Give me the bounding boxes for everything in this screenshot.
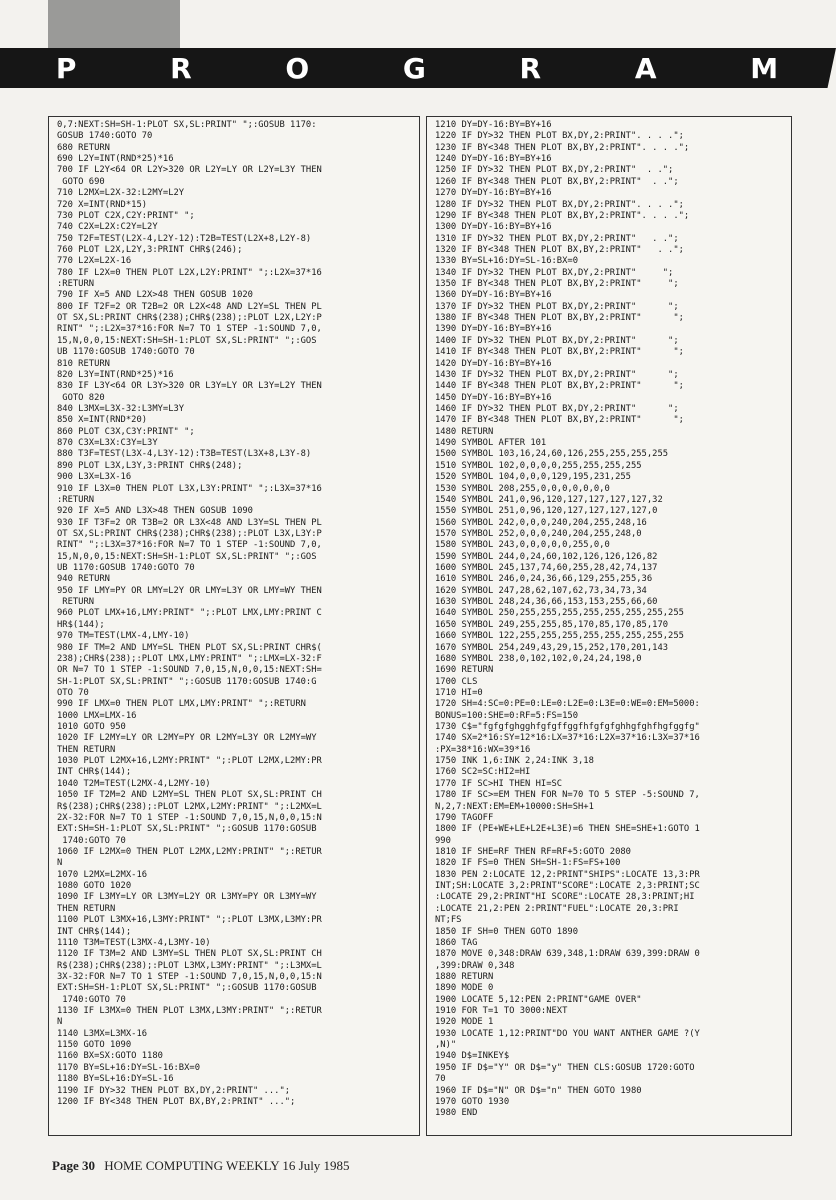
code-line: 1120 IF T3M=2 AND L3MY=SL THEN PLOT SX,SL:PRINT CH xyxy=(57,949,322,960)
code-line: 720 X=INT(RND*15) xyxy=(57,199,148,210)
code-line: RETURN xyxy=(57,597,95,608)
code-line: 15,N,0,0,15:NEXT:SH=SH-1:PLOT SX,SL:PRINT" ";:GOS xyxy=(57,551,317,562)
code-line: 770 L2X=L2X-16 xyxy=(57,256,132,267)
banner-letter: M xyxy=(750,51,781,85)
code-line: EXT:SH=SH-1:PLOT SX,SL:PRINT" ";:GOSUB 1170:GOSUB xyxy=(57,983,317,994)
code-line: 1960 IF D$="N" OR D$="n" THEN GOTO 1980 xyxy=(435,1085,642,1096)
code-line: 1600 SYMBOL 245,137,74,60,255,28,42,74,137 xyxy=(435,563,658,574)
code-line: 1880 RETURN xyxy=(435,971,494,982)
code-line: 3X-32:FOR N=7 TO 1 STEP -1:SOUND 7,0,15,N,0,0,15:N xyxy=(57,971,322,982)
code-line: NT;FS xyxy=(435,915,462,926)
code-line: 710 L2MX=L2X-32:L2MY=L2Y xyxy=(57,188,185,199)
banner-letter: P xyxy=(55,51,79,85)
code-line: 1150 GOTO 1090 xyxy=(57,1040,132,1051)
code-line: 1810 IF SHE=RF THEN RF=RF+5:GOTO 2080 xyxy=(435,847,631,857)
code-line: :LOCATE 29,2:PRINT"HI SCORE":LOCATE 28,3:PRINT;HI xyxy=(435,892,695,903)
code-line: 1900 LOCATE 5,12:PEN 2:PRINT"GAME OVER" xyxy=(435,994,642,1005)
code-line: 880 T3F=TEST(L3X-4,L3Y-12):T3B=TEST(L3X+8,L3Y-8) xyxy=(57,449,312,460)
code-line: 1630 SYMBOL 248,24,36,66,153,153,255,66,60 xyxy=(435,597,658,608)
code-line: 1060 IF L2MX=0 THEN PLOT L2MX,L2MY:PRINT" ";:RETUR xyxy=(57,847,322,857)
code-line: 1770 IF SC>HI THEN HI=SC xyxy=(435,778,563,789)
code-line: 1210 DY=DY-16:BY=BY+16 xyxy=(435,120,552,130)
code-line: 1670 SYMBOL 254,249,43,29,15,252,170,201,143 xyxy=(435,642,669,653)
code-line: 730 PLOT C2X,C2Y:PRINT" "; xyxy=(57,210,195,221)
code-line: 1070 L2MX=L2MX-16 xyxy=(57,869,148,880)
code-line: 1930 LOCATE 1,12:PRINT"DO YOU WANT ANTHER GAME ?(Y xyxy=(435,1028,700,1039)
code-line: :LOCATE 21,2:PEN 2:PRINT"FUEL":LOCATE 20,3:PRI xyxy=(435,903,679,914)
code-line: 1690 RETURN xyxy=(435,665,494,676)
code-line: 1000 LMX=LMX-16 xyxy=(57,710,137,721)
code-line: UB 1170:GOSUB 1740:GOTO 70 xyxy=(57,347,195,358)
code-line: GOTO 820 xyxy=(57,392,105,403)
code-line: 830 IF L3Y<64 OR L3Y>320 OR L3Y=LY OR L3Y=L2Y THEN xyxy=(57,381,322,392)
code-line: 1240 DY=DY-16:BY=BY+16 xyxy=(435,154,552,165)
code-line: 990 IF LMX=0 THEN PLOT LMX,LMY:PRINT" ";:RETURN xyxy=(57,699,306,710)
code-line: 1530 SYMBOL 208,255,0,0,0,0,0,0,0 xyxy=(435,483,610,494)
code-line: ,399:DRAW 0,348 xyxy=(435,960,515,971)
banner-letter: O xyxy=(285,51,312,85)
code-line: 238);CHR$(238);:PLOT LMX,LMY:PRINT" ";:LMX=LX-32:F xyxy=(57,653,322,664)
code-line: 1420 DY=DY-16:BY=BY+16 xyxy=(435,358,552,369)
code-line: 1980 END xyxy=(435,1108,478,1119)
code-line: OT SX,SL:PRINT CHR$(238);CHR$(238);:PLOT L2X,L2Y:P xyxy=(57,313,322,324)
code-line: 980 IF TM=2 AND LMY=SL THEN PLOT SX,SL:PRINT CHR$( xyxy=(57,642,322,653)
code-line: 2X-32:FOR N=7 TO 1 STEP -1:SOUND 7,0,15,N,0,0,15:N xyxy=(57,812,322,823)
code-line: 1450 DY=DY-16:BY=BY+16 xyxy=(435,392,552,403)
code-line: 1130 IF L3MX=0 THEN PLOT L3MX,L3MY:PRINT" ";:RETUR xyxy=(57,1006,322,1017)
header-grey-block xyxy=(48,0,180,48)
code-line: 1140 L3MX=L3MX-16 xyxy=(57,1028,148,1039)
code-line: 1580 SYMBOL 243,0,0,0,0,0,255,0,0 xyxy=(435,540,610,551)
code-line: R$(238);CHR$(238);:PLOT L2MX,L2MY:PRINT" ";:L2MX=L xyxy=(57,801,322,812)
code-line: UB 1170:GOSUB 1740:GOTO 70 xyxy=(57,563,195,574)
code-line: 1340 IF DY>32 THEN PLOT BX,DY,2:PRINT" "; xyxy=(435,267,674,278)
code-line: RINT" ";:L3X=37*16:FOR N=7 TO 1 STEP -1:SOUND 7,0, xyxy=(57,540,322,551)
code-line: 1390 DY=DY-16:BY=BY+16 xyxy=(435,324,552,335)
code-line: 1280 IF DY>32 THEN PLOT BX,DY,2:PRINT". . . ."; xyxy=(435,199,684,210)
code-line: 1680 SYMBOL 238,0,102,102,0,24,24,198,0 xyxy=(435,653,642,664)
code-line: :PX=38*16:WX=39*16 xyxy=(435,744,531,755)
program-banner-title xyxy=(0,48,836,88)
code-line: 1550 SYMBOL 251,0,96,120,127,127,127,127,0 xyxy=(435,506,658,517)
code-line: 1910 FOR T=1 TO 3000:NEXT xyxy=(435,1006,568,1017)
code-line: 1800 IF (PE+WE+LE+L2E+L3E)=6 THEN SHE=SHE+1:GOTO 1 xyxy=(435,824,700,835)
code-line: 1330 BY=SL+16:DY=SL-16:BX=0 xyxy=(435,256,578,267)
code-line: 1040 T2M=TEST(L2MX-4,L2MY-10) xyxy=(57,778,211,789)
basic-listing-right xyxy=(435,120,785,1120)
code-line: OR N=7 TO 1 STEP -1:SOUND 7,0,15,N,0,0,15:NEXT:SH= xyxy=(57,665,322,676)
code-line: 1320 IF BY<348 THEN PLOT BX,BY,2:PRINT" . ."; xyxy=(435,244,684,255)
code-line: 1920 MODE 1 xyxy=(435,1017,494,1028)
code-line: 1350 IF BY<348 THEN PLOT BX,BY,2:PRINT" "; xyxy=(435,279,679,290)
code-line: 1080 GOTO 1020 xyxy=(57,881,132,892)
code-line: 900 L3X=L3X-16 xyxy=(57,472,132,483)
code-line: 1360 DY=DY-16:BY=BY+16 xyxy=(435,290,552,301)
code-line: 1200 IF BY<348 THEN PLOT BX,BY,2:PRINT" ..."; xyxy=(57,1096,296,1107)
code-line: 1160 BX=SX:GOTO 1180 xyxy=(57,1051,163,1062)
code-line: 1890 MODE 0 xyxy=(435,983,494,994)
code-line: 1640 SYMBOL 250,255,255,255,255,255,255,255,255 xyxy=(435,608,684,619)
code-line: THEN RETURN xyxy=(57,744,116,755)
code-line: 1050 IF T2M=2 AND L2MY=SL THEN PLOT SX,SL:PRINT CH xyxy=(57,790,322,801)
code-line: 1830 PEN 2:LOCATE 12,2:PRINT"SHIPS":LOCATE 13,3:PR xyxy=(435,869,700,880)
code-line: INT CHR$(144); xyxy=(57,926,132,937)
code-line: BONUS=100:SHE=0:RF=5:FS=150 xyxy=(435,710,578,721)
code-line: 1500 SYMBOL 103,16,24,60,126,255,255,255,255 xyxy=(435,449,669,460)
code-line: 1850 IF SH=0 THEN GOTO 1890 xyxy=(435,926,578,937)
code-line: THEN RETURN xyxy=(57,903,116,914)
page-footer xyxy=(52,1158,350,1174)
banner-letter: R xyxy=(170,51,194,85)
code-line: 840 L3MX=L3X-32:L3MY=L3Y xyxy=(57,403,185,414)
code-line: 1470 IF BY<348 THEN PLOT BX,BY,2:PRINT" "; xyxy=(435,415,684,426)
code-line: N,2,7:NEXT:EM=EM+10000:SH=SH+1 xyxy=(435,801,594,812)
code-line: 780 IF L2X=0 THEN PLOT L2X,L2Y:PRINT" ";:L2X=37*16 xyxy=(57,267,322,278)
code-line: 1750 INK 1,6:INK 2,24:INK 3,18 xyxy=(435,756,594,767)
code-line: 1740:GOTO 70 xyxy=(57,994,126,1005)
code-line: R$(238);CHR$(238);:PLOT L3MX,L3MY:PRINT" ";:L3MX=L xyxy=(57,960,322,971)
code-line: 1650 SYMBOL 249,255,255,85,170,85,170,85,170 xyxy=(435,619,669,630)
code-line: 1570 SYMBOL 252,0,0,0,240,204,255,248,0 xyxy=(435,528,642,539)
code-line: :RETURN xyxy=(57,494,95,505)
code-line: INT CHR$(144); xyxy=(57,767,132,778)
code-line: 1720 SH=4:SC=0:PE=0:LE=0:L2E=0:L3E=0:WE=0:EM=5000: xyxy=(435,699,700,710)
code-line: 1430 IF DY>32 THEN PLOT BX,DY,2:PRINT" "; xyxy=(435,369,679,380)
banner-letter: G xyxy=(402,51,428,85)
code-line: 1090 IF L3MY=LY OR L3MY=L2Y OR L3MY=PY OR L3MY=WY xyxy=(57,892,317,903)
code-line: 1170 BY=SL+16:DY=SL-16:BX=0 xyxy=(57,1062,200,1073)
code-line: 970 TM=TEST(LMX-4,LMY-10) xyxy=(57,631,190,642)
code-line: 1780 IF SC>=EM THEN FOR N=70 TO 5 STEP -5:SOUND 7, xyxy=(435,790,700,801)
code-line: INT;SH:LOCATE 3,2:PRINT"SCORE":LOCATE 2,3:PRINT;SC xyxy=(435,881,700,892)
code-line: 1940 D$=INKEY$ xyxy=(435,1051,510,1062)
code-line: 1520 SYMBOL 104,0,0,0,129,195,231,255 xyxy=(435,472,631,483)
code-line: 1790 TAGOFF xyxy=(435,812,494,823)
code-line: 1250 IF DY>32 THEN PLOT BX,DY,2:PRINT" . ."; xyxy=(435,165,674,176)
code-line: N xyxy=(57,1017,63,1028)
code-line: 790 IF X=5 AND L2X>48 THEN GOSUB 1020 xyxy=(57,290,253,301)
code-line: 920 IF X=5 AND L3X>48 THEN GOSUB 1090 xyxy=(57,506,253,517)
code-line: 1760 SC2=SC:HI2=HI xyxy=(435,767,531,778)
code-line: 990 xyxy=(435,835,451,846)
code-line: GOTO 690 xyxy=(57,176,105,187)
code-line: 1710 HI=0 xyxy=(435,687,483,698)
banner-letter: A xyxy=(634,51,659,85)
code-line: 960 PLOT LMX+16,LMY:PRINT" ";:PLOT LMX,LMY:PRINT C xyxy=(57,608,322,619)
code-line: 1030 PLOT L2MX+16,L2MY:PRINT" ";:PLOT L2MX,L2MY:PR xyxy=(57,756,322,767)
code-line: 1610 SYMBOL 246,0,24,36,66,129,255,255,36 xyxy=(435,574,653,585)
code-line: 1010 GOTO 950 xyxy=(57,722,126,733)
code-line: N xyxy=(57,858,63,869)
code-line: ,N)" xyxy=(435,1040,457,1051)
code-line: 890 PLOT L3X,L3Y,3:PRINT CHR$(248); xyxy=(57,460,243,471)
code-line: 15,N,0,0,15:NEXT:SH=SH-1:PLOT SX,SL:PRINT" ";:GOS xyxy=(57,335,317,346)
code-line: 1440 IF BY<348 THEN PLOT BX,BY,2:PRINT" "; xyxy=(435,381,684,392)
code-line: 870 C3X=L3X:C3Y=L3Y xyxy=(57,438,158,449)
code-line: 1540 SYMBOL 241,0,96,120,127,127,127,127,32 xyxy=(435,494,663,505)
code-line: 1460 IF DY>32 THEN PLOT BX,DY,2:PRINT" "; xyxy=(435,403,679,414)
code-line: GOSUB 1740:GOTO 70 xyxy=(57,131,153,142)
code-line: 0,7:NEXT:SH=SH-1:PLOT SX,SL:PRINT" ";:GOSUB 1170: xyxy=(57,120,317,130)
code-line: 680 RETURN xyxy=(57,142,110,153)
code-line: 1020 IF L2MY=LY OR L2MY=PY OR L2MY=L3Y OR L2MY=WY xyxy=(57,733,317,744)
code-line: 760 PLOT L2X,L2Y,3:PRINT CHR$(246); xyxy=(57,244,243,255)
page-number: Page 30 xyxy=(52,1158,95,1173)
code-line: 1100 PLOT L3MX+16,L3MY:PRINT" ";:PLOT L3MX,L3MY:PR xyxy=(57,915,322,926)
code-line: 1620 SYMBOL 247,28,62,107,62,73,34,73,34 xyxy=(435,585,647,596)
code-line: 1220 IF DY>32 THEN PLOT BX,DY,2:PRINT". . . ."; xyxy=(435,131,684,142)
code-line: 1870 MOVE 0,348:DRAW 639,348,1:DRAW 639,399:DRAW 0 xyxy=(435,949,700,960)
code-line: 1260 IF BY<348 THEN PLOT BX,BY,2:PRINT" . ."; xyxy=(435,176,679,187)
code-line: 1400 IF DY>32 THEN PLOT BX,DY,2:PRINT" "; xyxy=(435,335,679,346)
code-line: OTO 70 xyxy=(57,687,89,698)
code-line: 1740:GOTO 70 xyxy=(57,835,126,846)
banner-letter: R xyxy=(519,51,544,85)
publication-line: HOME COMPUTING WEEKLY 16 July 1985 xyxy=(104,1158,350,1173)
code-line: 950 IF LMY=PY OR LMY=L2Y OR LMY=L3Y OR LMY=WY THEN xyxy=(57,585,322,596)
code-line: EXT:SH=SH-1:PLOT SX,SL:PRINT" ";:GOSUB 1170:GOSUB xyxy=(57,824,317,835)
code-line: 820 L3Y=INT(RND*25)*16 xyxy=(57,369,174,380)
code-line: 810 RETURN xyxy=(57,358,110,369)
code-line: 1270 DY=DY-16:BY=BY+16 xyxy=(435,188,552,199)
code-line: 690 L2Y=INT(RND*25)*16 xyxy=(57,154,174,165)
code-line: 1860 TAG xyxy=(435,937,478,948)
code-line: 1410 IF BY<348 THEN PLOT BX,BY,2:PRINT" "; xyxy=(435,347,684,358)
code-line: 1190 IF DY>32 THEN PLOT BX,DY,2:PRINT" ..."; xyxy=(57,1085,291,1096)
code-line: 700 IF L2Y<64 OR L2Y>320 OR L2Y=LY OR L2Y=L3Y THEN xyxy=(57,165,322,176)
code-line: :RETURN xyxy=(57,279,95,290)
code-line: 1370 IF DY>32 THEN PLOT BX,DY,2:PRINT" "; xyxy=(435,301,679,312)
code-line: 1230 IF BY<348 THEN PLOT BX,BY,2:PRINT". . . ."; xyxy=(435,142,690,153)
code-line: 1180 BY=SL+16:DY=SL-16 xyxy=(57,1074,174,1085)
code-line: 910 IF L3X=0 THEN PLOT L3X,L3Y:PRINT" ";:L3X=37*16 xyxy=(57,483,322,494)
code-line: 70 xyxy=(435,1074,446,1085)
code-line: 1730 C$="fgfgfghgghfgfgffggfhfgfgfghhgfghfhgfggfg" xyxy=(435,722,700,733)
code-line: 1700 CLS xyxy=(435,676,478,687)
code-line: 860 PLOT C3X,C3Y:PRINT" "; xyxy=(57,426,195,437)
basic-listing-left xyxy=(57,120,413,1108)
code-line: 1380 IF BY<348 THEN PLOT BX,BY,2:PRINT" "; xyxy=(435,313,684,324)
listing-column-left xyxy=(48,116,420,1136)
code-line: 850 X=INT(RND*20) xyxy=(57,415,148,426)
code-line: 1660 SYMBOL 122,255,255,255,255,255,255,255,255 xyxy=(435,631,684,642)
code-line: 1740 SX=2*16:SY=12*16:LX=37*16:L2X=37*16:L3X=37*16 xyxy=(435,733,700,744)
code-line: 1490 SYMBOL AFTER 101 xyxy=(435,438,547,449)
code-line: 930 IF T3F=2 OR T3B=2 OR L3X<48 AND L3Y=SL THEN PL xyxy=(57,517,322,528)
code-line: 740 C2X=L2X:C2Y=L2Y xyxy=(57,222,158,233)
code-line: 1480 RETURN xyxy=(435,426,494,437)
code-line: 940 RETURN xyxy=(57,574,110,585)
code-line: 1110 T3M=TEST(L3MX-4,L3MY-10) xyxy=(57,937,211,948)
code-line: SH-1:PLOT SX,SL:PRINT" ";:GOSUB 1170:GOSUB 1740:G xyxy=(57,676,317,687)
code-line: 1290 IF BY<348 THEN PLOT BX,BY,2:PRINT". . . ."; xyxy=(435,210,690,221)
listing-column-right xyxy=(426,116,792,1136)
code-line: 1310 IF DY>32 THEN PLOT BX,DY,2:PRINT" . ."; xyxy=(435,233,679,244)
code-line: 1510 SYMBOL 102,0,0,0,0,255,255,255,255 xyxy=(435,460,642,471)
code-line: HR$(144); xyxy=(57,619,105,630)
code-line: 1820 IF FS=0 THEN SH=SH-1:FS=FS+100 xyxy=(435,858,621,869)
code-line: 750 T2F=TEST(L2X-4,L2Y-12):T2B=TEST(L2X+8,L2Y-8) xyxy=(57,233,312,244)
code-line: 1300 DY=DY-16:BY=BY+16 xyxy=(435,222,552,233)
code-line: 1590 SYMBOL 244,0,24,60,102,126,126,126,82 xyxy=(435,551,658,562)
code-line: RINT" ";:L2X=37*16:FOR N=7 TO 1 STEP -1:SOUND 7,0, xyxy=(57,324,322,335)
code-line: 1950 IF D$="Y" OR D$="y" THEN CLS:GOSUB 1720:GOTO xyxy=(435,1062,695,1073)
code-line: OT SX,SL:PRINT CHR$(238);CHR$(238);:PLOT L3X,L3Y:P xyxy=(57,528,322,539)
code-line: 800 IF T2F=2 OR T2B=2 OR L2X<48 AND L2Y=SL THEN PL xyxy=(57,301,322,312)
code-line: 1970 GOTO 1930 xyxy=(435,1096,510,1107)
code-line: 1560 SYMBOL 242,0,0,0,240,204,255,248,16 xyxy=(435,517,647,528)
